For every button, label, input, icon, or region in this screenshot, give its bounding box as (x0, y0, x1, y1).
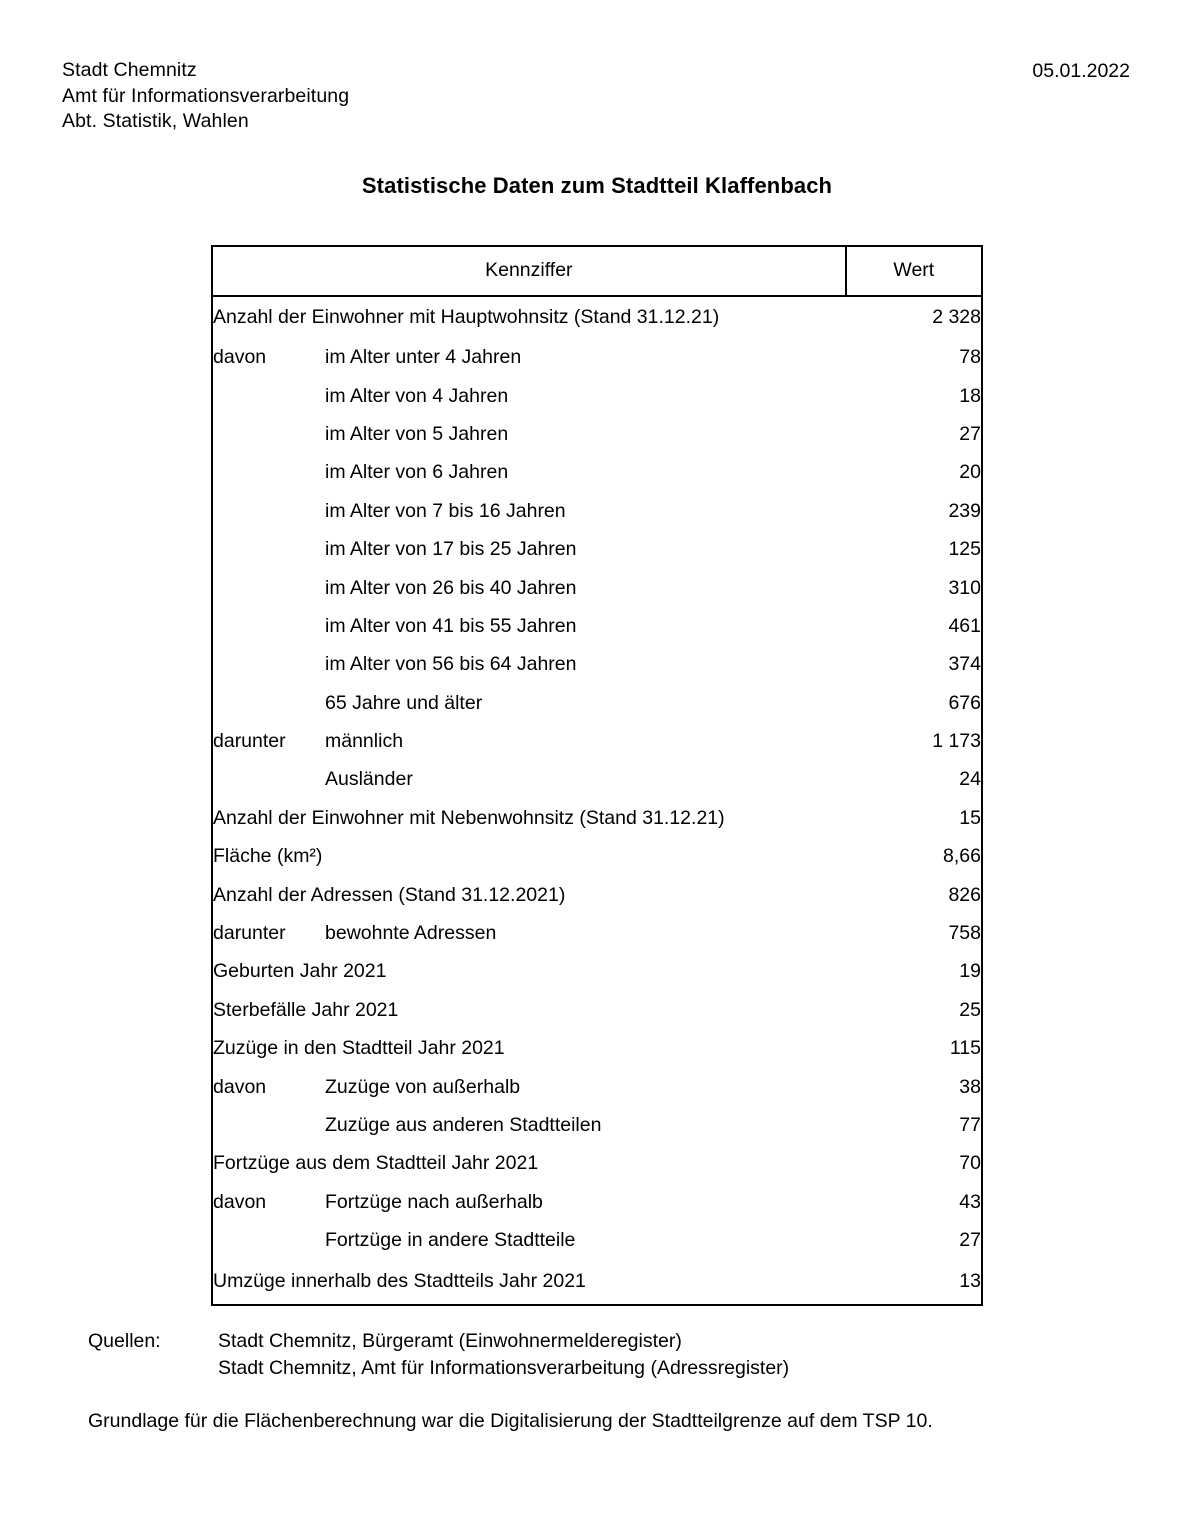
table-row (212, 914, 982, 952)
table-row (212, 377, 982, 415)
row-label-cell (212, 646, 846, 684)
column-header-wert: Wert (846, 246, 982, 296)
row-label: Zuzüge von außerhalb (325, 1075, 521, 1098)
row-label: im Alter von 56 bis 64 Jahren (325, 653, 577, 676)
row-label: Anzahl der Einwohner mit Nebenwohnsitz (Stand 31.12.21) (213, 806, 725, 829)
page-title: Statistische Daten zum Stadtteil Klaffenbach (361, 172, 833, 198)
statistics-table-wrapper (211, 245, 983, 1306)
row-label-cell (212, 914, 846, 952)
row-label: im Alter von 26 bis 40 Jahren (325, 576, 577, 599)
table-row (212, 415, 982, 453)
table-row (212, 607, 982, 645)
row-label-cell (212, 991, 846, 1029)
table-row (212, 1145, 982, 1183)
document-date: 05.01.2022 (1032, 60, 1130, 82)
row-label: Fläche (km²) (213, 845, 323, 868)
sources-block (62, 1328, 1132, 1382)
row-label: Fortzüge in andere Stadtteile (325, 1229, 576, 1252)
table-row (212, 1106, 982, 1144)
table-row (212, 530, 982, 568)
row-label-cell (212, 1145, 846, 1183)
row-label-cell (212, 454, 846, 492)
row-value: 24 (959, 768, 981, 791)
row-label-cell (212, 339, 846, 377)
row-label: Anzahl der Einwohner mit Hauptwohnsitz (Stand 31.12.21) (213, 306, 720, 328)
table-row (212, 761, 982, 799)
row-label-cell (212, 492, 846, 530)
sources-lines (218, 1328, 789, 1382)
row-value: 8,66 (943, 845, 981, 868)
row-label-cell (212, 415, 846, 453)
table-row (212, 799, 982, 837)
row-value: 758 (948, 922, 981, 945)
source-line-1: Stadt Chemnitz, Bürgeramt (Einwohnermelderegister) (218, 1329, 682, 1352)
row-label-cell (212, 761, 846, 799)
row-label: im Alter von 17 bis 25 Jahren (325, 538, 577, 561)
row-label-cell (212, 1183, 846, 1221)
row-label-cell (212, 953, 846, 991)
row-label: Zuzüge aus anderen Stadtteilen (325, 1114, 602, 1136)
row-label-cell (212, 838, 846, 876)
table-row (212, 991, 982, 1029)
table-row (212, 1183, 982, 1221)
row-label: Zuzüge in den Stadtteil Jahr 2021 (213, 1037, 505, 1060)
row-value: 115 (949, 1037, 981, 1060)
table-row (212, 1221, 982, 1259)
row-value: 239 (948, 499, 981, 522)
row-prefix: davon (213, 346, 267, 369)
row-value: 70 (959, 1152, 981, 1175)
row-value: 1 173 (932, 730, 981, 753)
sources-label: Quellen: (88, 1329, 161, 1352)
row-label: Fortzüge aus dem Stadtteil Jahr 2021 (213, 1152, 539, 1175)
row-label-cell (212, 1106, 846, 1144)
table-row (212, 296, 982, 339)
table-row (212, 1260, 982, 1305)
row-label: Umzüge innerhalb des Stadtteils Jahr 2021 (213, 1270, 586, 1293)
row-value: 43 (959, 1190, 981, 1213)
row-value: 2 328 (932, 306, 981, 328)
row-label: im Alter von 4 Jahren (325, 384, 509, 407)
table-row (212, 646, 982, 684)
row-label: im Alter unter 4 Jahren (325, 346, 522, 369)
row-value: 19 (959, 960, 981, 983)
table-row (212, 339, 982, 377)
issuer-line-1: Stadt Chemnitz (62, 59, 197, 81)
row-value: 15 (959, 806, 981, 829)
row-value: 27 (959, 1229, 981, 1252)
row-prefix: darunter (213, 730, 286, 753)
row-label-cell (212, 530, 846, 568)
table-body (212, 296, 982, 1305)
row-value: 25 (959, 998, 981, 1021)
row-value: 18 (959, 384, 981, 407)
row-label-cell (212, 722, 846, 760)
table-row (212, 722, 982, 760)
statistics-table (211, 245, 983, 1306)
row-label: Fortzüge nach außerhalb (325, 1190, 543, 1213)
table-header-row (212, 246, 982, 296)
row-label: Anzahl der Adressen (Stand 31.12.2021) (213, 883, 566, 906)
table-row (212, 876, 982, 914)
table-row (212, 953, 982, 991)
row-label: im Alter von 6 Jahren (325, 461, 509, 484)
row-value: 461 (948, 614, 981, 637)
row-prefix: davon (213, 1190, 267, 1213)
row-value: 374 (948, 653, 981, 676)
issuer-block (62, 58, 349, 135)
table-row (212, 492, 982, 530)
row-label-cell (212, 377, 846, 415)
row-prefix: davon (213, 1075, 267, 1098)
row-label: 65 Jahre und älter (325, 691, 483, 714)
row-label-cell (212, 607, 846, 645)
row-value: 125 (948, 538, 981, 561)
table-row (212, 1068, 982, 1106)
row-label-cell (212, 296, 846, 339)
row-label-cell (212, 799, 846, 837)
table-header (212, 246, 982, 296)
column-header-kennziffer: Kennziffer (212, 246, 846, 296)
row-label: männlich (325, 730, 404, 753)
row-label: im Alter von 7 bis 16 Jahren (325, 499, 566, 522)
row-label-cell (212, 876, 846, 914)
row-label-cell (212, 1068, 846, 1106)
row-value: 38 (959, 1075, 981, 1098)
row-value: 27 (959, 422, 981, 445)
row-value: 20 (959, 461, 981, 484)
source-line-2: Stadt Chemnitz, Amt für Informationsverarbeitung (Adressregister) (218, 1356, 790, 1379)
table-row (212, 454, 982, 492)
row-label-cell (212, 1260, 846, 1305)
row-value: 77 (959, 1114, 981, 1136)
row-value: 676 (948, 691, 981, 714)
footer-note: Grundlage für die Flächenberechnung war die Digitalisierung der Stadtteilgrenze auf dem TSP 10. (88, 1409, 933, 1432)
row-prefix: darunter (213, 922, 286, 945)
row-label: Sterbefälle Jahr 2021 (213, 998, 399, 1021)
row-value: 13 (959, 1270, 981, 1293)
table-row (212, 1030, 982, 1068)
row-label: Ausländer (325, 768, 413, 791)
row-label-cell (212, 569, 846, 607)
document-header (62, 58, 1132, 135)
issuer-line-2: Amt für Informationsverarbeitung (62, 84, 350, 107)
table-row (212, 684, 982, 722)
row-label: im Alter von 41 bis 55 Jahren (325, 614, 577, 637)
row-label: im Alter von 5 Jahren (325, 422, 509, 445)
row-value: 826 (948, 883, 981, 906)
issuer-line-3: Abt. Statistik, Wahlen (62, 110, 249, 132)
row-value: 310 (948, 576, 981, 599)
row-label: bewohnte Adressen (325, 922, 497, 945)
row-label: Geburten Jahr 2021 (213, 960, 387, 983)
row-label-cell (212, 684, 846, 722)
row-value: 78 (959, 346, 981, 369)
table-row (212, 838, 982, 876)
row-label-cell (212, 1221, 846, 1259)
table-row (212, 569, 982, 607)
row-label-cell (212, 1030, 846, 1068)
